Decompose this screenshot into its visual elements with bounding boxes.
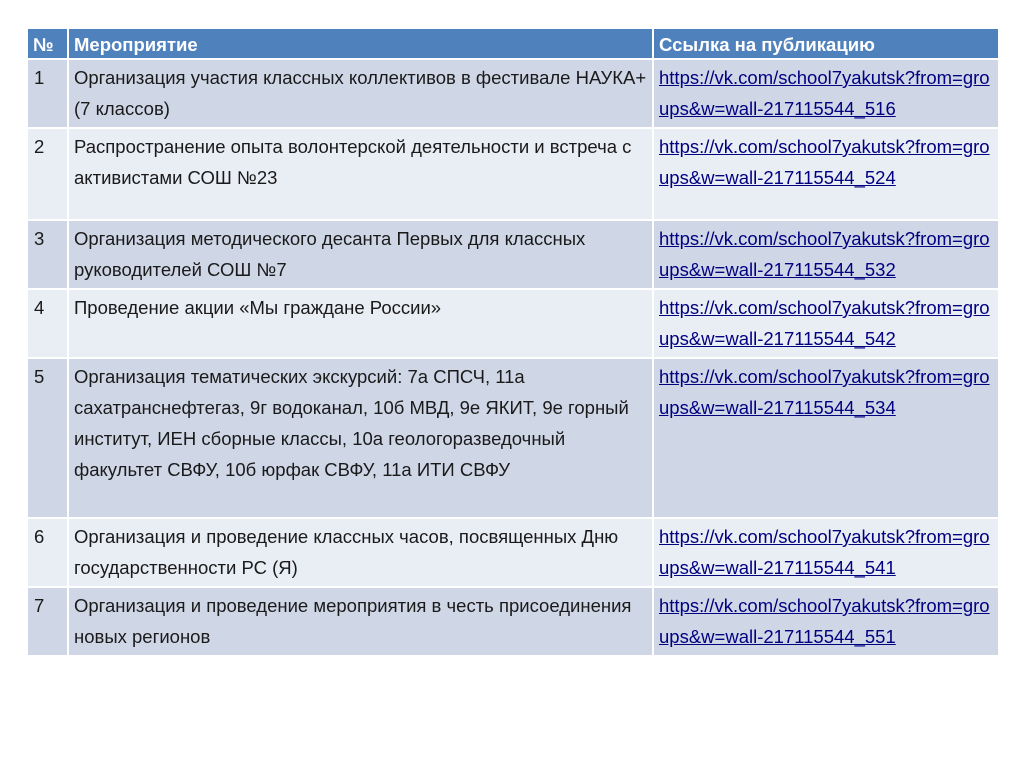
row-link-cell xyxy=(653,59,999,128)
table-row xyxy=(27,518,999,587)
row-link-cell xyxy=(653,518,999,587)
row-num: 5 xyxy=(27,358,68,518)
publication-link[interactable]: https://vk.com/school7yakutsk?from=groups&w=wall-217115544_551 xyxy=(659,595,990,647)
row-link-cell xyxy=(653,220,999,289)
row-link-cell xyxy=(653,358,999,518)
table-row xyxy=(27,128,999,220)
events-table xyxy=(26,27,1000,657)
header-num: № xyxy=(27,28,68,59)
publication-link[interactable]: https://vk.com/school7yakutsk?from=groups&w=wall-217115544_532 xyxy=(659,228,990,280)
row-link-cell xyxy=(653,587,999,656)
table-row xyxy=(27,358,999,518)
table-body xyxy=(27,59,999,656)
row-num: 2 xyxy=(27,128,68,220)
table-row xyxy=(27,289,999,358)
row-event: Организация участия классных коллективов в фестивале НАУКА+ (7 классов) xyxy=(68,59,653,128)
publication-link[interactable]: https://vk.com/school7yakutsk?from=groups&w=wall-217115544_534 xyxy=(659,366,990,418)
publication-link[interactable]: https://vk.com/school7yakutsk?from=groups&w=wall-217115544_524 xyxy=(659,136,990,188)
row-num: 4 xyxy=(27,289,68,358)
row-link-cell xyxy=(653,289,999,358)
table-row xyxy=(27,59,999,128)
table-row xyxy=(27,220,999,289)
table-row xyxy=(27,587,999,656)
row-event: Организация тематических экскурсий: 7а СПСЧ, 11а сахатранснефтегаз, 9г водоканал, 10б МВД, 9е ЯКИТ, 9е горный институт, ИЕН сборные классы, 10а геологоразведочный факультет СВФУ, 10б юрфак СВФУ, 11а ИТИ СВФУ xyxy=(68,358,653,518)
publication-link[interactable]: https://vk.com/school7yakutsk?from=groups&w=wall-217115544_542 xyxy=(659,297,990,349)
row-num: 3 xyxy=(27,220,68,289)
row-event: Организация методического десанта Первых для классных руководителей СОШ №7 xyxy=(68,220,653,289)
row-event: Организация и проведение классных часов, посвященных Дню государственности РС (Я) xyxy=(68,518,653,587)
publication-link[interactable]: https://vk.com/school7yakutsk?from=groups&w=wall-217115544_516 xyxy=(659,67,990,119)
table-header xyxy=(27,28,999,59)
row-event: Распространение опыта волонтерской деятельности и встреча с активистами СОШ №23 xyxy=(68,128,653,220)
row-num: 6 xyxy=(27,518,68,587)
header-event: Мероприятие xyxy=(68,28,653,59)
row-event: Проведение акции «Мы граждане России» xyxy=(68,289,653,358)
header-link: Ссылка на публикацию xyxy=(653,28,999,59)
row-num: 7 xyxy=(27,587,68,656)
publication-link[interactable]: https://vk.com/school7yakutsk?from=groups&w=wall-217115544_541 xyxy=(659,526,990,578)
row-link-cell xyxy=(653,128,999,220)
row-num: 1 xyxy=(27,59,68,128)
row-event: Организация и проведение мероприятия в честь присоединения новых регионов xyxy=(68,587,653,656)
header-row xyxy=(27,28,999,59)
